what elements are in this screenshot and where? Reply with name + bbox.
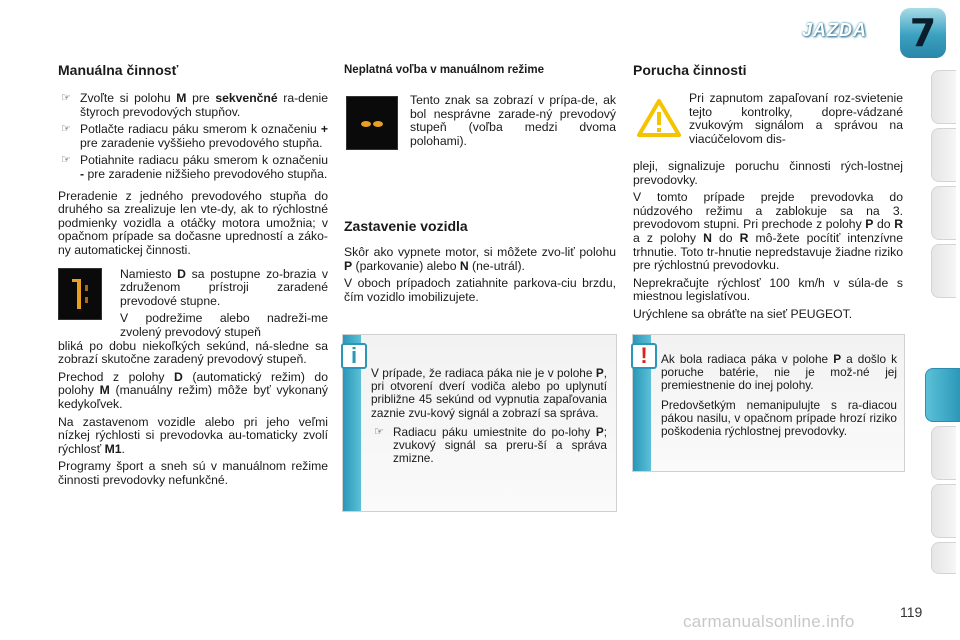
pointing-hand-icon: ☞ xyxy=(61,123,71,136)
chapter-tab[interactable] xyxy=(931,484,956,538)
column-manual-mode xyxy=(58,62,328,487)
paragraph: Prechod z polohy D (automatický režim) do polohy M (manuálny režim) môže byť vykonaný kedykoľvek. xyxy=(58,369,328,411)
chapter-title: JAZDA xyxy=(802,20,868,40)
column-malfunction xyxy=(633,62,903,322)
column-stopping xyxy=(344,64,616,304)
chapter-tab[interactable] xyxy=(931,128,956,182)
paragraph: Ak bola radiaca páka v polohe P a došlo k poruche batérie, nie je mož-né jej premiestnenie do inej polohy. xyxy=(661,352,897,393)
paragraph: Urýchlene sa obráťte na sieť PEUGEOT. xyxy=(633,306,853,321)
paragraph: pleji, signalizuje poruchu činnosti rých-lostnej prevodovky. xyxy=(633,159,903,187)
info-icon: i xyxy=(341,343,367,369)
page-header xyxy=(0,0,960,60)
chapter-tab[interactable] xyxy=(931,426,956,480)
warning-note-box xyxy=(632,334,905,472)
exclamation-icon: ! xyxy=(631,343,657,369)
section-heading: Manuálna činnosť xyxy=(58,62,179,78)
pointing-hand-icon: ☞ xyxy=(61,92,71,104)
invalid-gear-block xyxy=(344,94,616,174)
chapter-tab[interactable] xyxy=(931,186,956,240)
bullet-list xyxy=(58,92,328,182)
gear-display-block xyxy=(58,268,328,340)
warning-triangle-icon xyxy=(637,98,681,138)
watermark: carmanualsonline.info xyxy=(683,612,855,631)
chapter-tab[interactable] xyxy=(931,70,956,124)
subheading: Neplatná voľba v manuálnom režime xyxy=(344,64,544,76)
chapter-tab-active[interactable] xyxy=(925,368,960,422)
pointing-hand-icon: ☞ xyxy=(61,154,71,167)
paragraph: V oboch prípadoch zatiahnite parkova-ciu brzdu, čím vozidlo imobilizujete. xyxy=(344,276,616,304)
page-number: 119 xyxy=(900,604,923,620)
paragraph: V tomto prípade prejde prevodovka do núdzového režimu a zablokuje sa na 3. prevodovom stupni. Pri prechode z polohy P do R a z polohy N do R mô-žete pocítiť intenzívne trhnutie. Toto tr-hnutie nepredstavuje žiadne riziko pre rýchlostnú prevodovku. xyxy=(633,190,903,273)
paragraph: Neprekračujte rýchlosť 100 km/h v súla-de s miestnou legislatívou. xyxy=(633,275,903,304)
gear-display-image xyxy=(58,268,102,320)
pointing-hand-icon: ☞ xyxy=(374,425,384,438)
paragraph: Pri zapnutom zapaľovaní roz-svietenie tejto kontrolky, dopre-vádzané zvukovým signálom a správou na viacúčelovom dis- xyxy=(689,91,903,146)
paragraph: Programy šport a sneh sú v manuálnom režime činnosti prevodovky nefunkčné. xyxy=(58,459,328,487)
chapter-tab[interactable] xyxy=(931,542,956,574)
list-item: ☞ Potiahnite radiacu páku smerom k označeniu - pre zaradenie nižšieho prevodového stupňa. xyxy=(61,153,328,181)
paragraph: Preradenie z jedného prevodového stupňa do druhého sa zrealizuje len vte-dy, ak to rýchlostné podmienky vozidla a otáčky motora umožnia; v opačnom prípade sa dočasne upredností a záko-ny automatickej činnosti. xyxy=(58,188,328,257)
invalid-gear-display-image xyxy=(346,96,398,150)
chapter-tabs xyxy=(925,70,960,580)
paragraph: V podrežime alebo nadreži-me zvolený prevodový stupeň xyxy=(120,311,328,339)
paragraph: V prípade, že radiaca páka nie je v polohe P, pri otvorení dverí vodiča alebo po uplynutí približne 45 sekúnd od vypnutia zapaľovania zaznie zvu-kový signál a zobrazí sa správa. xyxy=(371,366,607,420)
paragraph: Na zastavenom vozidle alebo pri jeho veľmi nízkej rýchlosti si prevodovka au-tomaticky zvolí rýchlosť M1. xyxy=(58,414,328,456)
paragraph: Namiesto D sa postupne zo-brazia v združenom prístroji zaradené prevodové stupne. xyxy=(120,266,328,308)
chapter-tab[interactable] xyxy=(931,244,956,298)
section-heading: Porucha činnosti xyxy=(633,62,747,78)
list-item: ☞ Zvoľte si polohu M pre sekvenčné ra-denie štyroch prevodových stupňov. xyxy=(61,91,328,119)
paragraph: Tento znak sa zobrazí v prípa-de, ak bol nesprávne zarade-ný prevodový stupeň (voľba medzi dvoma polohami). xyxy=(410,93,616,148)
paragraph: bliká po dobu niekoľkých sekúnd, ná-sledne sa zobrazí skutočne zaradený prevodový stupeň. xyxy=(58,338,328,367)
info-note-box xyxy=(342,334,617,512)
paragraph: Skôr ako vypnete motor, si môžete zvo-liť polohu P (parkovanie) alebo N (ne-utrál). xyxy=(344,245,616,273)
section-heading: Zastavenie vozidla xyxy=(344,218,468,234)
chapter-number-badge: 7 xyxy=(900,8,946,58)
list-item: ☞ Radiacu páku umiestnite do po-lohy P; zvukový signál sa preru-ší a správa zmizne. xyxy=(374,424,607,466)
paragraph: Predovšetkým nemanipulujte s ra-diacou pákou nasilu, v opačnom prípade hrozí riziko poškodenia rýchlostnej prevodovky. xyxy=(661,397,897,439)
list-item: ☞ Potlačte radiacu páku smerom k označeniu + pre zaradenie vyššieho prevodového stupňa. xyxy=(61,122,328,150)
